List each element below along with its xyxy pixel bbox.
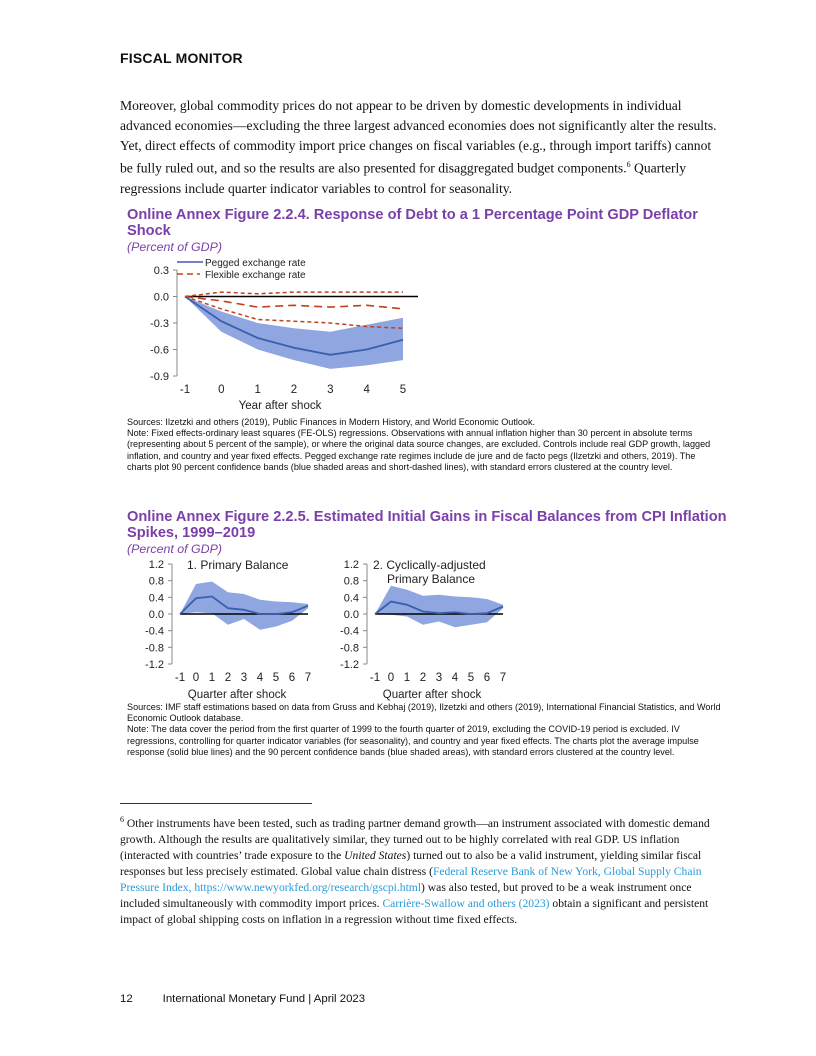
primary-balance-chart [120, 554, 315, 702]
paragraph-text: Moreover, global commodity prices do not appear to be driven by domestic developments in individual advanced economies—excluding the three largest advanced economies does not significantly alter the results. Yet, direct effects of commodity import price changes on fiscal variables (e.g., through import tariffs) cannot be fully ruled out, and so the results are also presented for disaggregated budget components. [120, 98, 717, 176]
y-tick-label: -0.4 [145, 625, 164, 638]
footnote-text: obtain a significant and persistent impact of global shipping costs on inflation in a regression without time fixed effects. [120, 896, 709, 926]
footnote-italic: United States [344, 848, 407, 862]
y-tick-label: -0.6 [150, 344, 169, 357]
y-tick-label: -0.4 [340, 625, 359, 638]
x-tick-label: 1 [208, 672, 216, 684]
x-tick-label: 5 [399, 384, 407, 396]
figure2-sources: Sources: IMF staff estimations based on data from Gruss and Kebhaj (2019), Ilzetzki and others (2019), International Financial Statistics, and World Economic Outlook database. [127, 702, 721, 724]
x-tick-label: 1 [403, 672, 411, 684]
x-tick-label: 2 [224, 672, 232, 684]
y-tick-label: 0.4 [343, 592, 359, 605]
confidence-band [180, 582, 308, 630]
y-tick-label: 0.3 [153, 265, 169, 277]
footnote-text: ) turned out to also be a valid instrument, yielding similar fiscal responses but less precisely estimated. Global value chain distress ( [120, 848, 702, 878]
y-tick-label: 0.0 [343, 609, 359, 621]
footnote-text: ) was also tested, but proved to be a weak instrument once included simultaneously with commodity import prices. [120, 880, 692, 910]
y-tick-label: 1.2 [343, 559, 359, 571]
y-tick-label: 1.2 [148, 559, 164, 571]
gscpi-link[interactable]: Federal Reserve Bank of New York, Global Supply Chain Pressure Index, https://www.newyorkfed.org/research/gscpi.html [120, 864, 702, 894]
x-tick-label: 0 [387, 672, 395, 684]
y-tick-label: -1.2 [145, 659, 164, 671]
panel2-title-line2: Primary Balance [387, 572, 476, 586]
x-tick-label: 4 [451, 672, 459, 684]
x-tick-label: 3 [240, 672, 248, 684]
y-tick-label: 0.4 [148, 592, 164, 605]
y-tick-label: -1.2 [340, 659, 359, 671]
x-tick-label: -1 [369, 672, 381, 684]
figure2-title: Online Annex Figure 2.2.5. Estimated Initial Gains in Fiscal Balances from CPI Inflation Spikes, 1999–2019 [127, 509, 727, 541]
x-axis-label: Quarter after shock [382, 689, 482, 701]
x-tick-label: 0 [192, 672, 200, 684]
figure1-subtitle: (Percent of GDP) [127, 240, 223, 254]
x-axis-label: Year after shock [238, 400, 322, 412]
y-tick-label: 0.0 [148, 609, 164, 621]
running-header: FISCAL MONITOR [120, 50, 243, 66]
x-tick-label: 6 [483, 672, 491, 684]
x-tick-label: 5 [272, 672, 280, 684]
footnote-6 [120, 812, 720, 928]
cyclically-adjusted-balance-chart [315, 554, 510, 702]
x-tick-label: 7 [304, 672, 312, 684]
x-tick-label: 2 [419, 672, 427, 684]
figure1-title: Online Annex Figure 2.2.4. Response of Debt to a 1 Percentage Point GDP Deflator Shock [127, 207, 698, 239]
panel1-title: 1. Primary Balance [187, 558, 289, 572]
legend-pegged-label: Pegged exchange rate [205, 258, 306, 269]
figure2-notes [127, 702, 722, 758]
figure2-note: Note: The data cover the period from the first quarter of 1999 to the fourth quarter of 2019, excluding the COVID-19 period is excluded. IV regressions, controlling for quarter indicator variables (for seasonality), and country and year fixed effects. The charts plot the average impulse response (solid blue lines) and the 90 percent confidence bands (blue shaded areas), with standard errors clustered at the country level. [127, 724, 699, 757]
x-tick-label: 6 [288, 672, 296, 684]
figure1-sources: Sources: Ilzetzki and others (2019), Public Finances in Modern History, and World Economic Outlook. [127, 417, 536, 427]
x-tick-label: 3 [327, 384, 334, 396]
y-tick-label: -0.8 [340, 642, 359, 655]
paragraph-text-after: Quarterly regressions include quarter indicator variables to control for seasonality. [120, 160, 687, 196]
y-tick-label: -0.8 [145, 642, 164, 655]
series-line-1 [185, 297, 403, 309]
x-tick-label: 1 [254, 384, 261, 396]
panel2-title-line1: 2. Cyclically-adjusted [373, 558, 486, 572]
page-footer [120, 993, 365, 1005]
x-tick-label: 4 [256, 672, 264, 684]
footnote-number: 6 [120, 815, 124, 824]
x-tick-label: 5 [467, 672, 475, 684]
x-tick-label: 4 [363, 384, 370, 396]
figure2-subtitle: (Percent of GDP) [127, 542, 223, 556]
y-tick-label: 0.0 [153, 291, 169, 304]
y-tick-label: -0.3 [150, 318, 169, 330]
footer-text: International Monetary Fund | April 2023 [162, 993, 366, 1005]
footnote-text: Other instruments have been tested, such as trading partner demand growth—an instrument associated with domestic demand growth. Although the results are qualitatively similar, they turned out to be highly correlated with real GDP. US inflation (interacted with countries’ trade exposure to the [120, 816, 710, 862]
x-tick-label: 7 [499, 672, 507, 684]
confidence-band [185, 297, 403, 369]
debt-response-chart [120, 252, 440, 414]
x-tick-label: 0 [218, 384, 225, 396]
footnote-ref[interactable]: 6 [626, 160, 631, 170]
body-paragraph [120, 96, 718, 199]
y-tick-label: -0.9 [150, 371, 169, 383]
panel2-title [373, 558, 486, 586]
x-tick-label: 3 [435, 672, 443, 684]
footnote-divider [120, 803, 312, 804]
x-tick-label: 2 [290, 384, 298, 396]
figure1-notes [127, 417, 722, 473]
y-tick-label: 0.8 [343, 575, 359, 588]
x-axis-label: Quarter after shock [187, 689, 287, 701]
x-tick-label: -1 [174, 672, 186, 684]
page-number: 12 [120, 993, 133, 1005]
confidence-band [375, 586, 503, 628]
figure1-note: Note: Fixed effects-ordinary least squares (FE-OLS) regressions. Observations with annual inflation higher than 30 percent in absolute terms (representing about 5 percent of the sample), or where the original data source changes, are excluded. Controls include real GDP growth, lagged inflation, and country and year fixed effects. Pegged exchange rate regimes include de jure and de facto pegs (Ilzetzki and others, 2019). The charts plot 90 percent confidence bands (blue shaded areas and short-dashed lines), with standard errors clustered at the country level. [127, 428, 711, 472]
x-tick-label: -1 [179, 384, 191, 396]
carriere-swallow-link[interactable]: Carrière-Swallow and others (2023) [382, 896, 550, 910]
legend-flexible-label: Flexible exchange rate [205, 270, 306, 281]
y-tick-label: 0.8 [148, 575, 164, 588]
